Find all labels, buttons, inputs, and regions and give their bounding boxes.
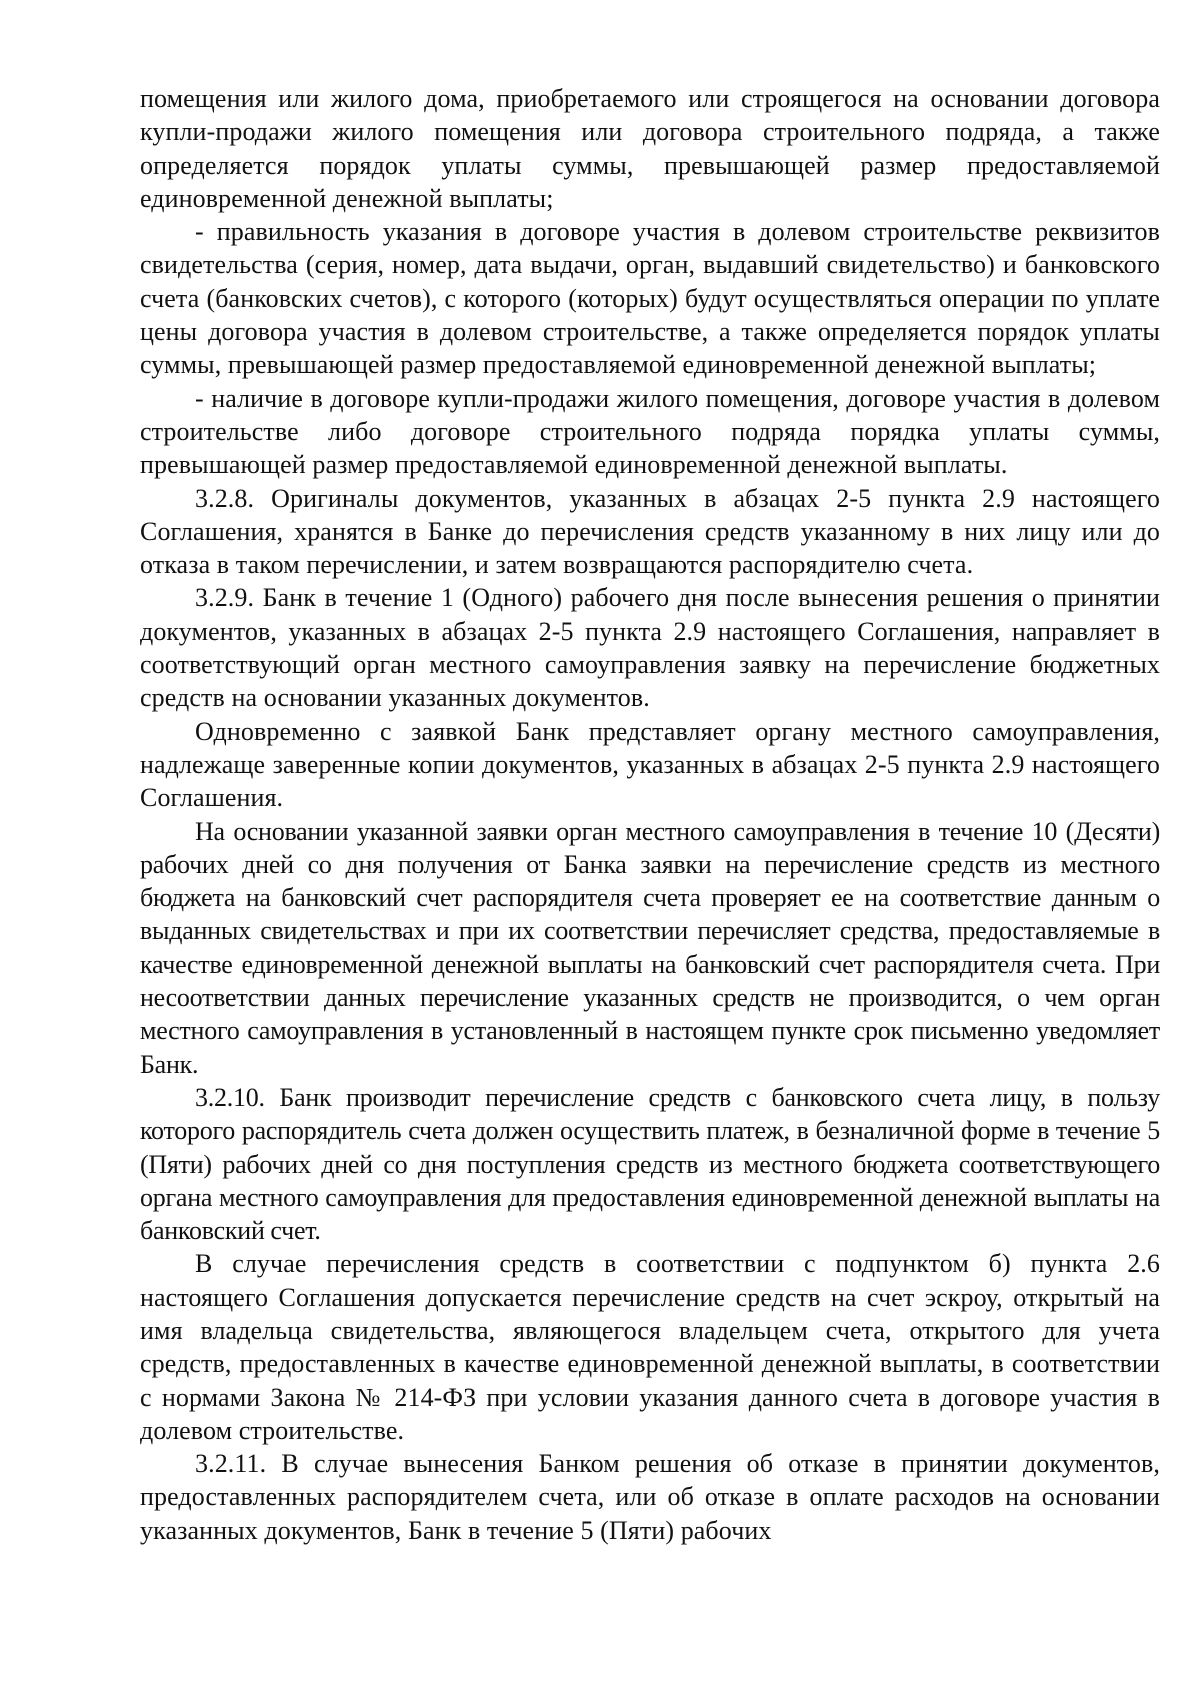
paragraph-escrow-transfer: В случае перечисления средств в соответствии с подпунктом б) пункта 2.6 настоящего Соглашения допускается перечисление средств на счет эскроу, открытый на имя владельца свидетельства, являющегося владельцем счета, открытого для учета средств, предоставленных в качестве единовременной денежной выплаты, в соответствии с нормами Закона № 214-ФЗ при условии указания данного счета в договоре участия в долевом строительстве. <box>140 1249 1160 1445</box>
paragraph-simultaneous-submission: Одновременно с заявкой Банк представляет органу местного самоуправления, надлежаще заверенные копии документов, указанных в абзацах 2-5 пункта 2.9 настоящего Соглашения. <box>140 716 1160 813</box>
paragraph-requisites-check: - правильность указания в договоре участия в долевом строительстве реквизитов свидетельства (серия, номер, дата выдачи, орган, выдавший свидетельство) и банковского счета (банковских счетов), с которого (которых) будут осуществляться операции по уплате цены договора участия в долевом строительстве, а также определяется порядок уплаты суммы, превышающей размер предоставляемой единовременной денежной выплаты; <box>140 217 1160 380</box>
paragraph-local-authority-review: На основании указанной заявки орган местного самоуправления в течение 10 (Десяти) рабочих дней со дня получения от Банка заявки на перечисление средств из местного бюджета на банковский счет распорядителя счета проверяет ее на соответствие данным о выданных свидетельствах и при их соответствии перечисляет средства, предоставляемые в качестве единовременной денежной выплаты на банковский счет распорядителя счета. При несоответствии данных перечисление указанных средств не производится, о чем орган местного самоуправления в установленный в настоящем пункте срок письменно уведомляет Банк. <box>140 816 1160 1079</box>
paragraph-3-2-8: 3.2.8. Оригиналы документов, указанных в абзацах 2-5 пункта 2.9 настоящего Соглашения, хранятся в Банке до перечисления средств указанному в них лицу или до отказа в таком перечислении, и затем возвращаются распорядителю счета. <box>140 483 1160 580</box>
paragraph-3-2-11: 3.2.11. В случае вынесения Банком решения об отказе в принятии документов, предоставленных распорядителем счета, или об отказе в оплате расходов на основании указанных документов, Банк в течение 5 (Пяти) рабочих <box>140 1449 1160 1545</box>
document-page <box>140 82 1160 1547</box>
paragraph-3-2-10: 3.2.10. Банк производит перечисление средств с банковского счета лицу, в пользу которого распорядитель счета должен осуществить платеж, в безналичной форме в течение 5 (Пяти) рабочих дней со дня поступления средств из местного бюджета соответствующего органа местного самоуправления для предоставления единовременной денежной выплаты на банковский счет. <box>140 1082 1160 1246</box>
paragraph-payment-order-check: - наличие в договоре купли-продажи жилого помещения, договоре участия в долевом строительстве либо договоре строительного подряда порядка уплаты суммы, превышающей размер предоставляемой единовременной денежной выплаты. <box>140 383 1160 480</box>
paragraph-continuation: помещения или жилого дома, приобретаемого или строящегося на основании договора купли-продажи жилого помещения или договора строительного подряда, а также определяется порядок уплаты суммы, превышающей размер предоставляемой единовременной денежной выплаты; <box>140 84 1160 213</box>
paragraph-3-2-9: 3.2.9. Банк в течение 1 (Одного) рабочего дня после вынесения решения о принятии документов, указанных в абзацах 2-5 пункта 2.9 настоящего Соглашения, направляет в соответствующий орган местного самоуправления заявку на перечисление бюджетных средств на основании указанных документов. <box>140 583 1160 713</box>
